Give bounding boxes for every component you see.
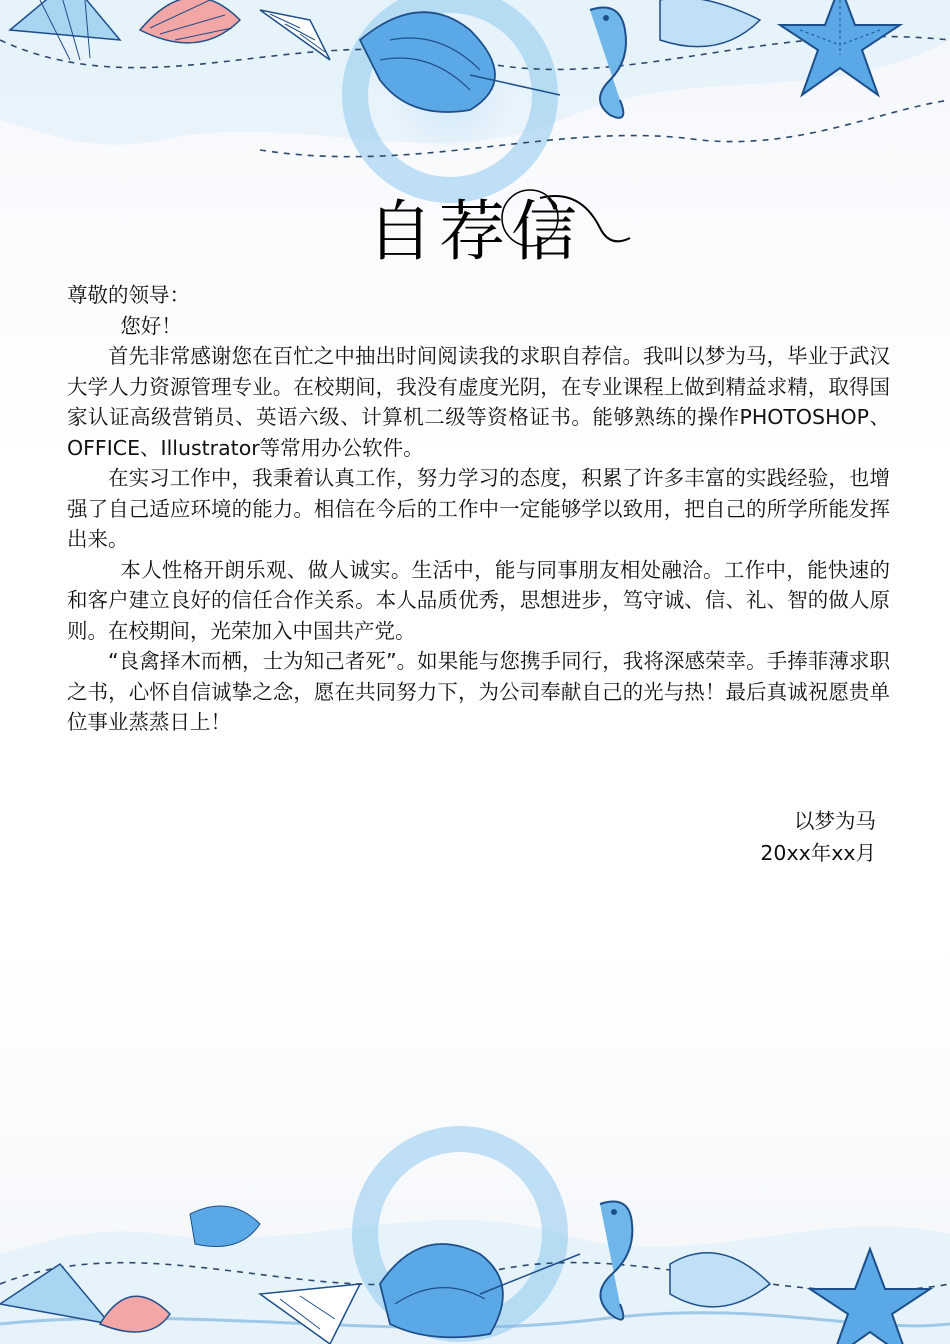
signature: 以梦为马	[794, 809, 876, 833]
paragraph-intro: 首先非常感谢您在百忙之中抽出时间阅读我的求职自荐信。我叫以梦为马，毕业于武汉大学人力资源管理专业。在校期间，我没有虚度光阴，在专业课程上做到精益求精，取得国家认证高级营销员、英语六级、计算机二级等资格证书。能够熟练的操作PHOTOSHOP、OFFICE、Illustrator等常用办公软件。	[67, 344, 890, 460]
paragraph-internship: 在实习工作中，我秉着认真工作，努力学习的态度，积累了许多丰富的实践经验，也增强了自己适应环境的能力。相信在今后的工作中一定能够学以致用，把自己的所学所能发挥出来。	[67, 466, 890, 551]
letter-title: 自荐信	[367, 193, 583, 270]
greeting: 您好！	[120, 313, 182, 338]
salutation: 尊敬的领导：	[67, 283, 190, 307]
paragraph-closing: “良禽择木而栖，士为知己者死”。如果能与您携手同行，我将深感荣幸。手捧菲薄求职之书，心怀自信诚挚之念，愿在共同努力下，为公司奉献自己的光与热！最后真诚祝愿贵单位事业蒸蒸日上！	[67, 649, 890, 734]
letter-body	[67, 280, 890, 738]
title-swirl-ornament	[500, 178, 640, 258]
bottom-seashell-border	[0, 1084, 950, 1344]
paragraph-personality: 本人性格开朗乐观、做人诚实。生活中，能与同事朋友相处融洽。工作中，能快速的和客户建立良好的信任合作关系。本人品质优秀，思想进步，笃守诚、信、礼、智的做人原则。在校期间，光荣加入中国共产党。	[67, 557, 890, 643]
date: 20xx年xx月	[760, 841, 876, 865]
